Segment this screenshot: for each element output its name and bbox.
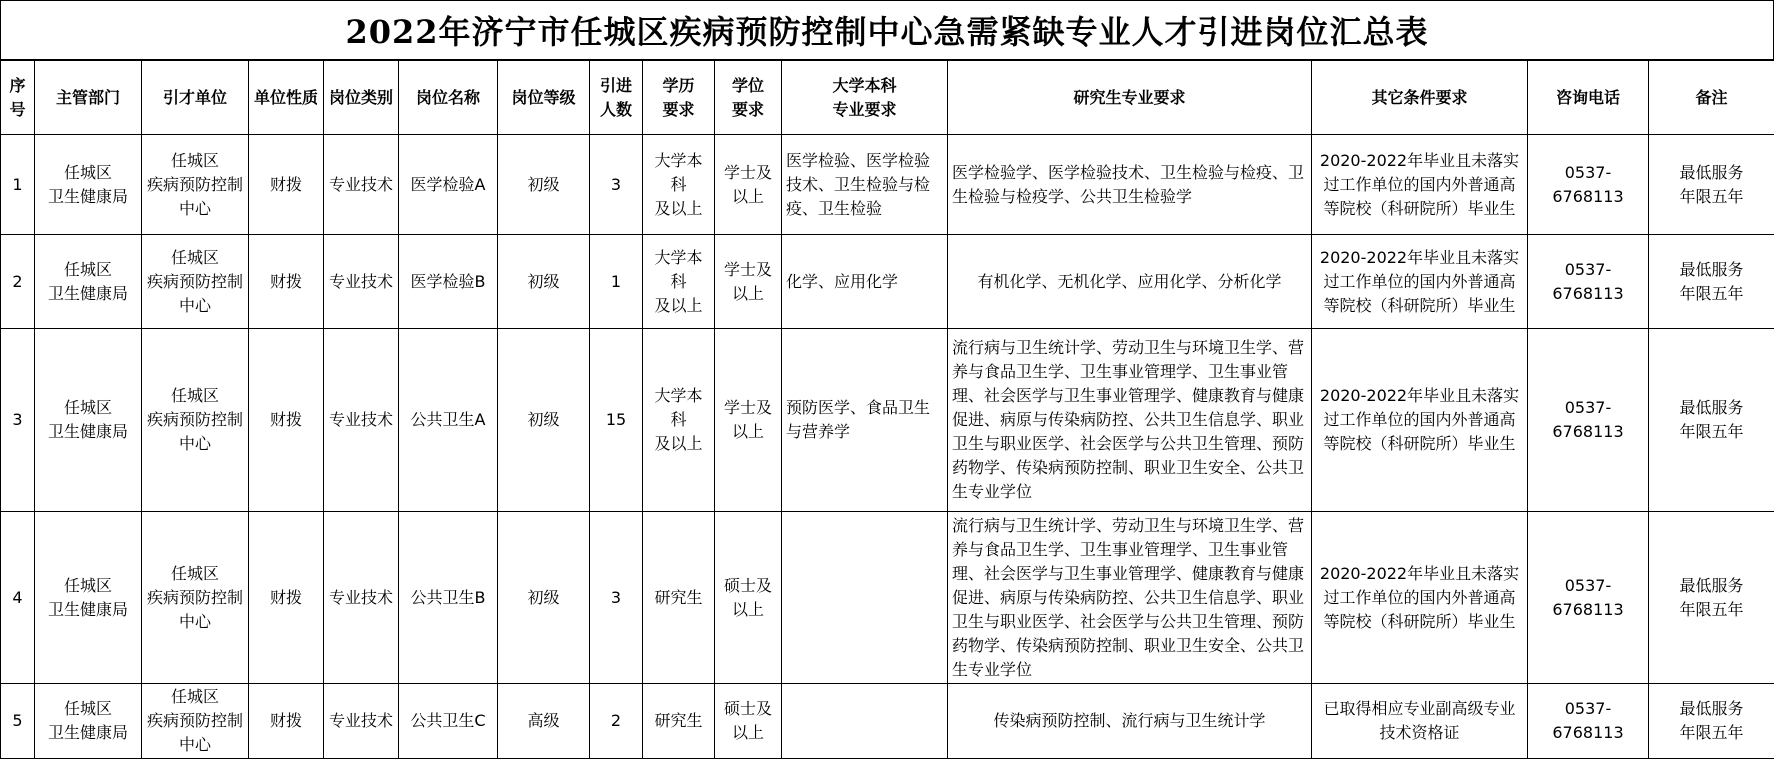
cell-phone: 0537- 6768113 <box>1528 684 1649 759</box>
table-row <box>1 684 1774 759</box>
cell-no: 4 <box>1 512 35 684</box>
cell-nature: 财拨 <box>249 512 324 684</box>
cell-note: 最低服务 年限五年 <box>1649 684 1774 759</box>
cell-count: 15 <box>590 329 643 512</box>
cell-count: 2 <box>590 684 643 759</box>
cell-no: 5 <box>1 684 35 759</box>
cell-note: 最低服务 年限五年 <box>1649 329 1774 512</box>
cell-degree: 学士及 以上 <box>715 135 782 235</box>
cell-grad: 医学检验学、医学检验技术、卫生检验与检疫、卫生检验与检疫学、公共卫生检验学 <box>948 135 1312 235</box>
cell-degree: 学士及 以上 <box>715 235 782 329</box>
cell-other: 2020-2022年毕业且未落实过工作单位的国内外普通高等院校（科研院所）毕业生 <box>1312 135 1528 235</box>
cell-category: 专业技术 <box>324 512 399 684</box>
cell-dept: 任城区 卫生健康局 <box>35 684 142 759</box>
cell-phone: 0537- 6768113 <box>1528 512 1649 684</box>
header-cell: 大学本科 专业要求 <box>782 61 948 135</box>
header-cell: 序 号 <box>1 61 35 135</box>
cell-level: 初级 <box>498 329 590 512</box>
cell-count: 1 <box>590 235 643 329</box>
cell-note: 最低服务 年限五年 <box>1649 135 1774 235</box>
cell-phone: 0537- 6768113 <box>1528 329 1649 512</box>
cell-degree: 硕士及 以上 <box>715 512 782 684</box>
cell-other: 2020-2022年毕业且未落实过工作单位的国内外普通高等院校（科研院所）毕业生 <box>1312 512 1528 684</box>
cell-category: 专业技术 <box>324 235 399 329</box>
cell-no: 3 <box>1 329 35 512</box>
cell-nature: 财拨 <box>249 135 324 235</box>
cell-degree: 硕士及 以上 <box>715 684 782 759</box>
header-cell: 学位 要求 <box>715 61 782 135</box>
cell-undergrad: 医学检验、医学检验技术、卫生检验与检疫、卫生检验 <box>782 135 948 235</box>
cell-grad: 流行病与卫生统计学、劳动卫生与环境卫生学、营养与食品卫生学、卫生事业管理学、卫生事业管理、社会医学与卫生事业管理学、健康教育与健康促进、病原与传染病防控、公共卫生信息学、职业卫生与职业医学、社会医学与公共卫生管理、预防药物学、传染病预防控制、职业卫生安全、公共卫生专业学位 <box>948 512 1312 684</box>
table-title: 2022年济宁市任城区疾病预防控制中心急需紧缺专业人才引进岗位汇总表 <box>0 0 1774 60</box>
cell-no: 2 <box>1 235 35 329</box>
cell-nature: 财拨 <box>249 235 324 329</box>
cell-edu: 大学本科 及以上 <box>643 135 715 235</box>
cell-category: 专业技术 <box>324 684 399 759</box>
table-row <box>1 135 1774 235</box>
cell-category: 专业技术 <box>324 329 399 512</box>
header-cell: 岗位等级 <box>498 61 590 135</box>
header-cell: 咨询电话 <box>1528 61 1649 135</box>
cell-grad: 流行病与卫生统计学、劳动卫生与环境卫生学、营养与食品卫生学、卫生事业管理学、卫生事业管理、社会医学与卫生事业管理学、健康教育与健康促进、病原与传染病防控、公共卫生信息学、职业卫生与职业医学、社会医学与公共卫生管理、预防药物学、传染病预防控制、职业卫生安全、公共卫生专业学位 <box>948 329 1312 512</box>
cell-undergrad <box>782 684 948 759</box>
cell-level: 初级 <box>498 235 590 329</box>
header-cell: 备注 <box>1649 61 1774 135</box>
cell-level: 初级 <box>498 135 590 235</box>
cell-note: 最低服务 年限五年 <box>1649 235 1774 329</box>
table-row <box>1 329 1774 512</box>
cell-phone: 0537- 6768113 <box>1528 135 1649 235</box>
cell-undergrad: 化学、应用化学 <box>782 235 948 329</box>
cell-edu: 大学本科 及以上 <box>643 329 715 512</box>
header-cell: 引进 人数 <box>590 61 643 135</box>
cell-unit: 任城区 疾病预防控制 中心 <box>142 235 249 329</box>
header-cell: 引才单位 <box>142 61 249 135</box>
cell-grad: 传染病预防控制、流行病与卫生统计学 <box>948 684 1312 759</box>
cell-dept: 任城区 卫生健康局 <box>35 235 142 329</box>
header-cell: 主管部门 <box>35 61 142 135</box>
cell-unit: 任城区 疾病预防控制 中心 <box>142 684 249 759</box>
cell-nature: 财拨 <box>249 329 324 512</box>
header-row <box>1 61 1774 135</box>
cell-phone: 0537- 6768113 <box>1528 235 1649 329</box>
cell-edu: 研究生 <box>643 512 715 684</box>
cell-degree: 学士及 以上 <box>715 329 782 512</box>
cell-dept: 任城区 卫生健康局 <box>35 512 142 684</box>
cell-nature: 财拨 <box>249 684 324 759</box>
cell-level: 初级 <box>498 512 590 684</box>
header-cell: 研究生专业要求 <box>948 61 1312 135</box>
cell-dept: 任城区 卫生健康局 <box>35 135 142 235</box>
cell-level: 高级 <box>498 684 590 759</box>
table-row <box>1 235 1774 329</box>
cell-unit: 任城区 疾病预防控制 中心 <box>142 329 249 512</box>
cell-category: 专业技术 <box>324 135 399 235</box>
cell-edu: 研究生 <box>643 684 715 759</box>
cell-undergrad <box>782 512 948 684</box>
cell-grad: 有机化学、无机化学、应用化学、分析化学 <box>948 235 1312 329</box>
header-cell: 其它条件要求 <box>1312 61 1528 135</box>
header-cell: 岗位类别 <box>324 61 399 135</box>
cell-dept: 任城区 卫生健康局 <box>35 329 142 512</box>
cell-post: 公共卫生A <box>399 329 498 512</box>
cell-other: 2020-2022年毕业且未落实过工作单位的国内外普通高等院校（科研院所）毕业生 <box>1312 329 1528 512</box>
header-cell: 单位性质 <box>249 61 324 135</box>
cell-post: 医学检验A <box>399 135 498 235</box>
cell-count: 3 <box>590 512 643 684</box>
table-row <box>1 512 1774 684</box>
positions-table <box>0 60 1774 759</box>
header-cell: 岗位名称 <box>399 61 498 135</box>
cell-no: 1 <box>1 135 35 235</box>
cell-other: 已取得相应专业副高级专业技术资格证 <box>1312 684 1528 759</box>
cell-other: 2020-2022年毕业且未落实过工作单位的国内外普通高等院校（科研院所）毕业生 <box>1312 235 1528 329</box>
cell-post: 公共卫生B <box>399 512 498 684</box>
cell-note: 最低服务 年限五年 <box>1649 512 1774 684</box>
cell-post: 公共卫生C <box>399 684 498 759</box>
cell-undergrad: 预防医学、食品卫生与营养学 <box>782 329 948 512</box>
header-cell: 学历 要求 <box>643 61 715 135</box>
cell-post: 医学检验B <box>399 235 498 329</box>
cell-count: 3 <box>590 135 643 235</box>
cell-edu: 大学本科 及以上 <box>643 235 715 329</box>
cell-unit: 任城区 疾病预防控制 中心 <box>142 512 249 684</box>
cell-unit: 任城区 疾病预防控制 中心 <box>142 135 249 235</box>
